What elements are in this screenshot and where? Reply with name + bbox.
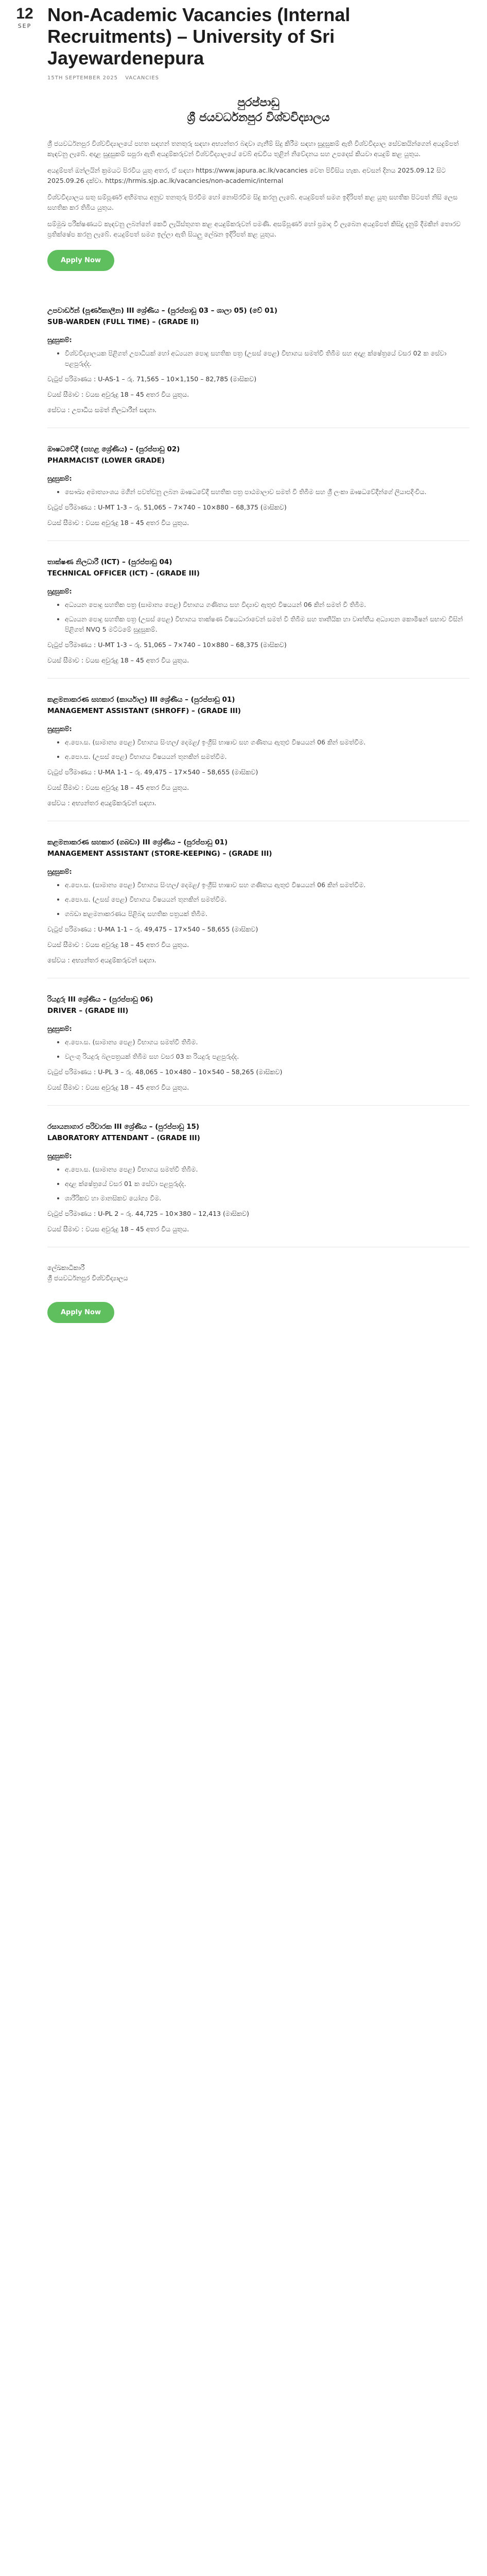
qualifications-label: සුදුසුකම්: xyxy=(47,587,72,595)
qualifications-list xyxy=(47,600,469,635)
vacancy-section xyxy=(47,444,469,541)
age-limit: වයස් සීමාව : වයස අවුරුදු 18 – 45 අතර විය යුතුය. xyxy=(47,1225,189,1233)
vacancy-list xyxy=(47,305,469,1247)
apply-now-button[interactable]: Apply Now xyxy=(47,250,114,271)
vacancy-heading xyxy=(47,305,469,328)
qualifications-label: සුදුසුකම්: xyxy=(47,474,72,482)
intro-paragraph: ශ්‍රී ජයවර්ධනපුර විශ්වවිද්‍යාලයේ පහත සඳහන් තනතුරු සඳහා අභ්‍යන්තර බඳවා ගැනීම් සිදු කිරීම සඳහා සුදුසුකම් ඇති විශ්වවිද්‍යාල සේවකයින්ගෙන් අයදුම්පත් කැඳවනු ලැබේ. අදාළ සුදුසුකම් සපුරා ඇති අයදුම්කරුවන් විශ්වවිද්‍යාලයේ වෙබ් අඩවිය තුළින් නිවේදනය සහ උපදෙස් කියවා අයදුම් කළ යුතුය. xyxy=(47,140,459,158)
qualification-item: • අ.පො.ස. (උසස් පෙළ) විභාගය විෂයයන් තුනකින් සමත්වීම. xyxy=(65,894,469,905)
apply-now-button-bottom[interactable]: Apply Now xyxy=(47,1302,114,1323)
qualification-item: • විශ්වවිද්‍යාලයක පිළිගත් උපාධියක් හෝ අධ්‍යයන පොදු සහතික පත්‍ර (උසස් පෙළ) විභාගය සමත්වී තිබීම සහ අදාළ ක්ෂේත්‍රයේ වසර 02 ක සේවා පළපුරුද්ද. xyxy=(65,348,469,369)
heading-sinhala: පුරප්පාඩු xyxy=(237,96,280,109)
article xyxy=(47,4,469,1342)
post-meta-date: 15TH SEPTEMBER 2025 xyxy=(47,75,118,81)
signature-name: ලේඛකාධිකාරී xyxy=(47,1264,85,1272)
qualifications-list xyxy=(47,487,469,497)
signature xyxy=(47,1263,469,1283)
vacancy-heading xyxy=(47,1121,469,1144)
qualification-item: • අ.පො.ස. (සාමාන්‍ය පෙළ) විභාගය සිංහල/ දෙමළ/ ඉංග්‍රීසි භාෂාව සහ ගණිතය ඇතුළු විෂයයන් 06 කින් සමත්වීම. xyxy=(65,737,469,748)
qualification-item: • අ.පො.ස. (සාමාන්‍ය පෙළ) විභාගය සිංහල/ දෙමළ/ ඉංග්‍රීසි භාෂාව සහ ගණිතය ඇතුළු විෂයයන් 06 කින් සමත්වීම. xyxy=(65,880,469,890)
signature-org: ශ්‍රී ජයවර්ධනපුර විශ්වවිද්‍යාලය xyxy=(47,1274,128,1282)
salary-scale: වැටුප් පරිමාණය : U-MT 1-3 – රු. 51,065 – 7×740 – 10×880 – 68,375 (මාසිකව) xyxy=(47,503,287,511)
salary-scale: වැටුප් පරිමාණය : U-MT 1-3 – රු. 51,065 – 7×740 – 10×880 – 68,375 (මාසිකව) xyxy=(47,641,287,649)
heading-university: ශ්‍රී ජයවර්ධනපුර විශ්වවිද්‍යාලය xyxy=(187,111,330,124)
vacancy-heading-sinhala: ඖෂධවේදී (පහළ ශ්‍රේණිය) – (පුරප්පාඩු 02) xyxy=(47,445,180,453)
salary-scale: වැටුප් පරිමාණය : U-PL 2 – රු. 44,725 – 10×380 – 12,413 (මාසිකව) xyxy=(47,1210,249,1217)
vacancy-section xyxy=(47,1121,469,1247)
vacancy-heading-sinhala: තාක්ෂණ නිලධාරී (ICT) – (පුරප්පාඩු 04) xyxy=(47,558,172,566)
qualification-item: • අදාළ ක්ෂේත්‍රයේ වසර 01 ක සේවා පළපුරුද්ද. xyxy=(65,1179,469,1189)
salary-scale: වැටුප් පරිමාණය : U-AS-1 – රු. 71,565 – 10×1,150 – 82,785 (මාසිකව) xyxy=(47,375,257,383)
vacancy-heading-english: DRIVER – (GRADE III) xyxy=(47,1007,129,1015)
post-date-day: 12 xyxy=(16,5,33,22)
vacancy-heading xyxy=(47,444,469,466)
qualification-item: • අ.පො.ස. (උසස් පෙළ) විභාගය විෂයයන් තුනකින් සමත්වීම. xyxy=(65,752,469,762)
post-date xyxy=(9,5,40,29)
vacancy-heading-english: SUB-WARDEN (FULL TIME) – (GRADE II) xyxy=(47,318,199,326)
vacancy-heading xyxy=(47,837,469,859)
vacancy-heading-english: MANAGEMENT ASSISTANT (SHROFF) – (GRADE III) xyxy=(47,707,241,715)
vacancy-heading-sinhala: රසායනාගාර පරිචාරක III ශ්‍රේණිය – (පුරප්පාඩු 15) xyxy=(47,1123,200,1131)
age-limit: වයස් සීමාව : වයස අවුරුදු 18 – 45 අතර විය යුතුය. xyxy=(47,1083,189,1091)
vacancy-section xyxy=(47,556,469,679)
intro-paragraph: සම්මුඛ පරීක්ෂණයට කැඳවනු ලබන්නේ කෙටි ලැයිස්තුගත කළ අයදුම්කරුවන් පමණි. අසම්පූර්ණ හෝ ප්‍රමාද වී ලැබෙන අයදුම්පත් කිසිදු දැනුම් දීමකින් තොරව ප්‍රතික්ෂේප කරනු ලැබේ. අයදුම්පත් සමග ඉල්ලා ඇති සියලු ලේඛන ඉදිරිපත් කළ යුතුය. xyxy=(47,220,461,238)
qualifications-label: සුදුසුකම්: xyxy=(47,1025,72,1032)
qualification-item: • අධ්‍යයන පොදු සහතික පත්‍ර (උසස් පෙළ) විභාගය තාක්ෂණ විෂයධාරාවෙන් සමත් වී තිබීම සහ තෘතීයික හා වෘත්තීය අධ්‍යාපන කොමිෂන් සභාව විසින් පිළිගත් NVQ 5 මට්ටමේ සුදුසුකම්. xyxy=(65,614,469,635)
divider xyxy=(47,1105,469,1106)
salary-scale: වැටුප් පරිමාණය : U-PL 3 – රු. 48,065 – 10×480 – 10×540 – 58,265 (මාසිකව) xyxy=(47,1068,283,1076)
service-note: සේවය : අභ්‍යන්තර අයදුම්කරුවන් සඳහා. xyxy=(47,956,156,964)
age-limit: වයස් සීමාව : වයස අවුරුදු 18 – 45 අතර විය යුතුය. xyxy=(47,784,189,791)
age-limit: වයස් සීමාව : වයස අවුරුදු 18 – 45 අතර විය යුතුය. xyxy=(47,941,189,948)
vacancy-heading-english: MANAGEMENT ASSISTANT (STORE-KEEPING) – (GRADE III) xyxy=(47,850,272,858)
qualifications-label: සුදුසුකම්: xyxy=(47,868,72,875)
intro-paragraph: විශ්වවිද්‍යාලය සතු සම්පූර්ණ අභිමතය අනුව තනතුරු පිරවීම හෝ නොපිරවීම සිදු කරනු ලැබේ. අයදුම්පත් සමග ඉදිරිපත් කළ යුතු සහතික පිටපත් නිසි ලෙස සහතික කර තිබිය යුතුය. xyxy=(47,193,458,211)
divider xyxy=(47,678,469,679)
qualification-item: • වලංගු රියදුරු බලපත්‍රයක් තිබීම සහ වසර 03 ක රියදුරු පළපුරුද්ද. xyxy=(65,1052,469,1062)
qualification-item: • සෞඛ්‍ය අමාත්‍යාංශය මගින් පවත්වනු ලබන ඖෂධවේදී සහතික පත්‍ර පාඨමාලාව සමත් වී තිබීම සහ ශ්‍රී ලංකා ඖෂධවේදීන්ගේ ලියාපදිංචිය. xyxy=(65,487,469,497)
salary-scale: වැටුප් පරිමාණය : U-MA 1-1 – රු. 49,475 – 17×540 – 58,655 (මාසිකව) xyxy=(47,925,258,933)
age-limit: වයස් සීමාව : වයස අවුරුදු 18 – 45 අතර විය යුතුය. xyxy=(47,391,189,398)
service-note: සේවය : උපාධිය සමත් නිලධාරීන් සඳහා. xyxy=(47,406,157,414)
qualification-item: • අ.පො.ස. (සාමාන්‍ය පෙළ) විභාගය සමත්වී තිබීම. xyxy=(65,1164,469,1175)
salary-scale: වැටුප් පරිමාණය : U-MA 1-1 – රු. 49,475 – 17×540 – 58,655 (මාසිකව) xyxy=(47,768,258,776)
qualification-item: • අධ්‍යයන පොදු සහතික පත්‍ර (සාමාන්‍ය පෙළ) විභාගය ගණිතය සහ විද්‍යාව ඇතුළු විෂයයන් 06 කින් සමත් වී තිබීම. xyxy=(65,600,469,610)
divider xyxy=(47,540,469,541)
vacancy-heading-sinhala: කළමනාකරණ සහකාර (ගබඩා) III ශ්‍රේණිය – (පුරප්පාඩු 01) xyxy=(47,838,228,846)
vacancy-section xyxy=(47,694,469,821)
service-note: සේවය : අභ්‍යන්තර අයදුම්කරුවන් සඳහා. xyxy=(47,799,156,807)
vacancy-section xyxy=(47,305,469,428)
qualifications-list xyxy=(47,737,469,762)
age-limit: වයස් සීමාව : වයස අවුරුදු 18 – 45 අතර විය යුතුය. xyxy=(47,519,189,527)
post-meta-category[interactable]: VACANCIES xyxy=(125,75,160,81)
post-meta xyxy=(47,75,469,81)
qualification-item: • ශාරීරිකව හා මානසිකව යෝග්‍ය වීම. xyxy=(65,1193,469,1204)
vacancy-heading xyxy=(47,694,469,717)
intro-paragraph: අයදුම්පත් ඔන්ලයින් ක්‍රමයට පිරවිය යුතු අතර, ඒ සඳහා https://www.japura.ac.lk/vacancies වෙත පිවිසිය හැක. අවසන් දිනය 2025.09.12 සිට 2025.09.26 දක්වා. https://hrmis.sjp.ac.lk/vacancies/non-academic/internal xyxy=(47,166,446,184)
age-limit: වයස් සීමාව : වයස අවුරුදු 18 – 45 අතර විය යුතුය. xyxy=(47,656,189,664)
post-date-month: SEP xyxy=(18,23,32,29)
qualifications-list xyxy=(47,1164,469,1204)
vacancy-heading xyxy=(47,994,469,1016)
page-title: Non-Academic Vacancies (Internal Recruitments) – University of Sri Jayewardenepura xyxy=(47,4,351,69)
vacancy-heading-sinhala: කළමනාකරණ සහකාර (කාර්යාල) III ශ්‍රේණිය – (පුරප්පාඩු 01) xyxy=(47,696,235,704)
vacancy-heading-sinhala: උපවාර්ඩන් (පූර්ණකාලීන) III ශ්‍රේණිය – (පුරප්පාඩු 03 – ශාලා 05) (වේ 01) xyxy=(47,307,277,315)
vacancy-heading-sinhala: රියදුරු III ශ්‍රේණිය – (පුරප්පාඩු 06) xyxy=(47,995,153,1004)
qualifications-label: සුදුසුකම්: xyxy=(47,725,72,733)
qualifications-list xyxy=(47,1037,469,1062)
vacancy-heading-english: PHARMACIST (LOWER GRADE) xyxy=(47,456,165,465)
vacancy-section xyxy=(47,837,469,978)
vacancy-section xyxy=(47,994,469,1106)
vacancy-heading-english: TECHNICAL OFFICER (ICT) – (GRADE III) xyxy=(47,569,200,578)
qualification-item: • අ.පො.ස. (සාමාන්‍ය පෙළ) විභාගය සමත්වී තිබීම. xyxy=(65,1037,469,1047)
vacancy-heading xyxy=(47,556,469,579)
qualifications-label: සුදුසුකම්: xyxy=(47,1152,72,1160)
qualifications-list xyxy=(47,880,469,919)
qualifications-list xyxy=(47,348,469,369)
qualifications-label: සුදුසුකම්: xyxy=(47,336,72,344)
vacancy-heading-english: LABORATORY ATTENDANT – (GRADE III) xyxy=(47,1134,200,1142)
qualification-item: • ගබඩා කළමනාකරණය පිළිබඳ සහතික පත්‍රයක් තිබීම. xyxy=(65,909,469,919)
